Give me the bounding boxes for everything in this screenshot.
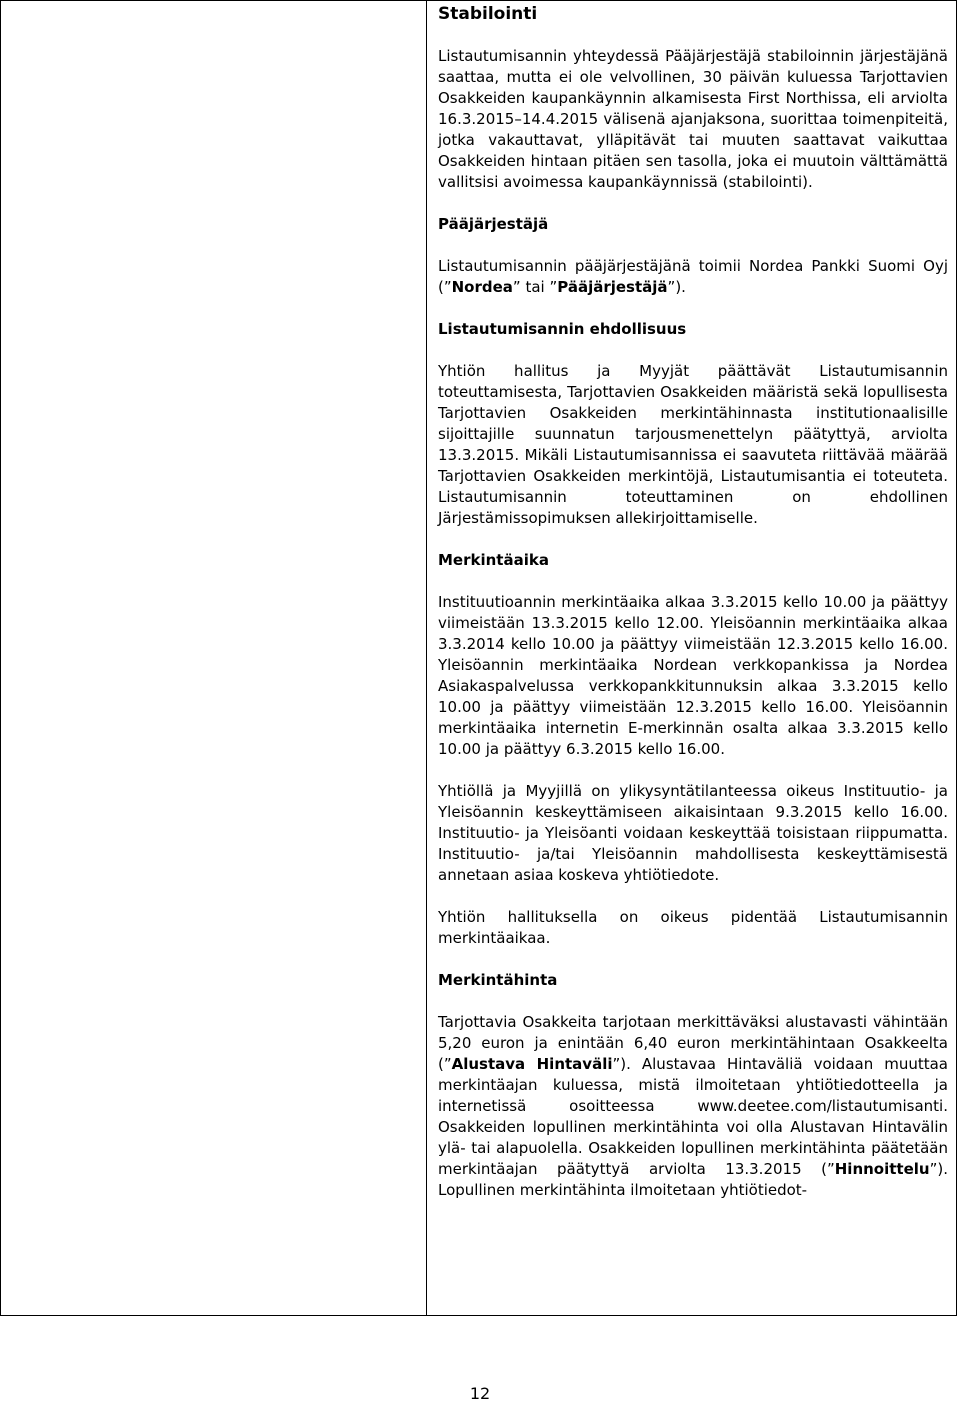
bold-term-hinnoittelu: Hinnoittelu [834,1160,930,1178]
page-number: 12 [469,1384,491,1403]
paragraph-merkintahinta [438,1012,948,1201]
text-span: ”). [667,278,686,296]
bold-term-paajarjestaja: Pääjärjestäjä [557,278,668,296]
section-title-stabilointi: Stabilointi [438,4,538,24]
column-divider [426,0,427,1316]
section-title-merkintaaika: Merkintäaika [438,551,549,569]
section-title-ehdollisuus: Listautumisannin ehdollisuus [438,320,687,338]
text-span: Listautumisannin pääjärjestäjänä toimii Nordea Pankki Suomi Oyj (” [438,257,948,296]
right-column-content [438,4,948,1222]
section-title-merkintahinta: Merkintähinta [438,971,558,989]
paragraph-merkintaaika-2: Yhtiöllä ja Myyjillä on ylikysyntätilanteessa oikeus Instituutio- ja Yleisöannin keskeyttämiseen aikaisintaan 9.3.2015 kello 16.00. Instituutio- ja Yleisöanti voidaan keskeyttää toisistaan riippumatta. Instituutio- ja/tai Yleisöannin mahdollisesta keskeyttämisestä annetaan asiaa koskeva yhtiötiedote. [438,782,948,884]
bold-term-nordea: Nordea [451,278,513,296]
text-span: ”). Lopullinen merkintähinta ilmoitetaan yhtiötiedot- [438,1160,948,1199]
paragraph-paajarjestaja [438,256,948,298]
text-span: ” tai ” [512,278,558,296]
section-title-paajarjestaja: Pääjärjestäjä [438,215,549,233]
paragraph-merkintaaika-1: Instituutioannin merkintäaika alkaa 3.3.2015 kello 10.00 ja päättyy viimeistään 13.3.2015 kello 12.00. Yleisöannin merkintäaika alkaa 3.3.2014 kello 10.00 ja päättyy viimeistään 12.3.2015 kello 16.00. Yleisöannin merkintäaika Nordean verkkopankissa ja Nordea Asiakaspalvelussa verkkopankkitunnuksin alkaa 3.3.2015 kello 10.00 ja päättyy viimeistään 12.3.2015 kello 16.00. Yleisöannin merkintäaika internetin E-merkinnän osalta alkaa 3.3.2015 kello 10.00 ja päättyy 6.3.2015 kello 16.00. [438,593,948,758]
text-span: Tarjottavia Osakkeita tarjotaan merkittäväksi alustavasti vähintään 5,20 euron ja enintään 6,40 euron merkintähintaan Osakkeelta (” [438,1013,948,1073]
bold-term-alustava-hintavali: Alustava Hintaväli [451,1055,613,1073]
text-span: ”). Alustavaa Hintaväliä voidaan muuttaa merkintäajan kuluessa, mistä ilmoitetaan yhtiötiedotteella ja internetissä osoitteessa www.deetee.com/listautumisanti. Osakkeiden lopullinen merkintähinta voi olla Alustavan Hintavälin ylä- tai alapuolella. Osakkeiden lopullinen merkintähinta päätetään merkintäajan päätyttyä arviolta 13.3.2015 (” [438,1055,948,1178]
paragraph-ehdollisuus: Yhtiön hallitus ja Myyjät päättävät Listautumisannin toteuttamisesta, Tarjottavien Osakkeiden määristä sekä lopullisesta Tarjottavien Osakkeiden merkintähinnasta institutionaalisille sijoittajille suunnatun tarjousmenettelyn päätyttyä, arviolta 13.3.2015. Mikäli Listautumisannissa ei saavuteta riittävää määrää Tarjottavien Osakkeiden merkintöjä, Listautumisantia ei toteuteta. Listautumisannin toteuttaminen on ehdollinen Järjestämissopimuksen allekirjoittamiselle. [438,362,948,527]
paragraph-merkintaaika-3: Yhtiön hallituksella on oikeus pidentää Listautumisannin merkintäaikaa. [438,908,948,947]
paragraph-stabilointi: Listautumisannin yhteydessä Pääjärjestäjä stabiloinnin järjestäjänä saattaa, mutta ei ole velvollinen, 30 päivän kuluessa Tarjottavien Osakkeiden kaupankäynnin alkamisesta First Northissa, eli arviolta 16.3.2015–14.4.2015 välisenä ajanjaksona, suorittaa toimenpiteitä, jotka vakauttavat, ylläpitävät tai muuten saattavat vaikuttaa Osakkeiden hintaan pitäen sen tasolla, joka ei muutoin välttämättä vallitsisi avoimessa kaupankäynnissä (stabilointi). [438,47,948,191]
